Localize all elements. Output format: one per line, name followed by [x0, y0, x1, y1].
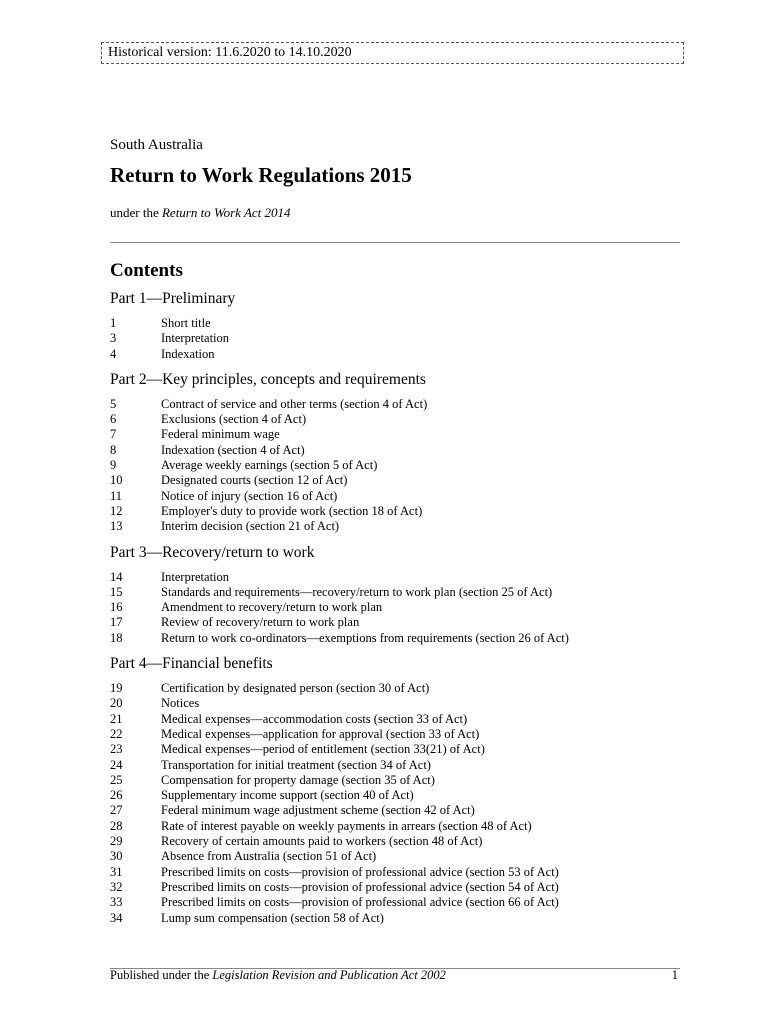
toc-entry-number: 5: [110, 396, 117, 411]
toc-entry[interactable]: [110, 504, 680, 519]
toc-entry-title: Prescribed limits on costs—provision of professional advice (section 54 of Act): [161, 879, 559, 894]
contents-heading: Contents: [110, 260, 183, 281]
toc-part-heading[interactable]: Part 2—Key principles, concepts and requirements: [110, 370, 426, 388]
enabling-act-line: [110, 205, 291, 221]
toc-entry-title: Indexation (section 4 of Act): [161, 442, 305, 457]
under-prefix: under the: [110, 205, 162, 220]
enabling-act-name: Return to Work Act 2014: [161, 205, 291, 220]
toc-entry-number: 24: [110, 757, 123, 772]
toc-entry-title: Designated courts (section 12 of Act): [161, 473, 348, 488]
toc-entry-number: 29: [110, 834, 123, 849]
toc-entry-title: Federal minimum wage adjustment scheme (section 42 of Act): [161, 803, 475, 818]
toc-entry-number: 25: [110, 772, 123, 787]
toc-entry[interactable]: [110, 834, 680, 849]
toc-entry[interactable]: [110, 347, 680, 362]
document-title: Return to Work Regulations 2015: [110, 163, 412, 187]
toc-entry[interactable]: [110, 427, 680, 442]
toc-entry-number: 30: [110, 849, 123, 864]
toc-entry-title: Interpretation: [161, 569, 230, 584]
toc-entry-number: 33: [110, 895, 123, 910]
toc-entry-number: 18: [110, 630, 123, 645]
toc-entry-number: 26: [110, 788, 123, 803]
toc-entry-title: Medical expenses—accommodation costs (section 33 of Act): [161, 711, 468, 726]
toc-entry-number: 22: [110, 726, 123, 741]
footer-publication-line: [110, 968, 446, 983]
toc-entry-title: Return to work co-ordinators—exemptions from requirements (section 26 of Act): [161, 630, 569, 645]
toc-entry-title: Indexation: [161, 346, 215, 361]
toc-entry[interactable]: [110, 865, 680, 880]
toc-entry-number: 19: [110, 681, 123, 696]
toc-entry-number: 7: [110, 427, 117, 442]
table-of-contents: [110, 289, 680, 934]
toc-part-heading[interactable]: Part 1—Preliminary: [110, 290, 236, 307]
toc-entry-number: 32: [110, 879, 123, 894]
toc-entry[interactable]: [110, 895, 680, 910]
title-divider: [110, 242, 680, 243]
toc-entry-title: Notices: [161, 696, 200, 711]
toc-entry[interactable]: [110, 458, 680, 473]
toc-entry-title: Employer's duty to provide work (section 18 of Act): [161, 503, 423, 518]
toc-entry[interactable]: [110, 773, 680, 788]
toc-entry-title: Recovery of certain amounts paid to workers (section 48 of Act): [161, 834, 483, 849]
toc-entry[interactable]: [110, 443, 680, 458]
toc-part: [110, 289, 680, 362]
toc-part: [110, 543, 680, 646]
toc-entry-number: 15: [110, 584, 123, 599]
toc-entry[interactable]: [110, 758, 680, 773]
toc-entry[interactable]: [110, 489, 680, 504]
toc-entry-title: Certification by designated person (section 30 of Act): [161, 681, 430, 696]
toc-entry-title: Medical expenses—application for approval (section 33 of Act): [161, 726, 480, 741]
toc-entry-title: Medical expenses—period of entitlement (section 33(21) of Act): [161, 742, 485, 757]
toc-entry[interactable]: [110, 880, 680, 895]
toc-entry-number: 4: [110, 346, 117, 361]
toc-entry[interactable]: [110, 473, 680, 488]
toc-entry-number: 31: [110, 864, 123, 879]
toc-entry-number: 17: [110, 615, 123, 630]
toc-part: [110, 654, 680, 926]
toc-entry-title: Contract of service and other terms (section 4 of Act): [161, 396, 428, 411]
toc-part-heading[interactable]: Part 3—Recovery/return to work: [110, 543, 315, 561]
toc-entry-title: Interpretation: [161, 331, 230, 346]
toc-entry[interactable]: [110, 519, 680, 534]
toc-entry-number: 20: [110, 696, 123, 711]
toc-entry-number: 11: [110, 488, 123, 503]
toc-entry[interactable]: [110, 570, 680, 585]
toc-entry[interactable]: [110, 803, 680, 818]
toc-entry-title: Federal minimum wage: [161, 427, 280, 442]
toc-entry[interactable]: [110, 316, 680, 331]
toc-entry-number: 28: [110, 818, 123, 833]
toc-entry[interactable]: [110, 397, 680, 412]
toc-entry[interactable]: [110, 600, 680, 615]
toc-entry[interactable]: [110, 712, 680, 727]
toc-entry[interactable]: [110, 911, 680, 926]
toc-entry-number: 14: [110, 569, 123, 584]
toc-entry-number: 12: [110, 503, 123, 518]
toc-entry-title: Transportation for initial treatment (section 34 of Act): [161, 757, 431, 772]
toc-entry[interactable]: [110, 331, 680, 346]
toc-entry[interactable]: [110, 631, 680, 646]
toc-entry-number: 21: [110, 711, 123, 726]
toc-entry-title: Interim decision (section 21 of Act): [161, 519, 340, 534]
toc-entry[interactable]: [110, 696, 680, 711]
toc-entry-title: Prescribed limits on costs—provision of professional advice (section 66 of Act): [161, 895, 559, 910]
toc-entry-title: Compensation for property damage (section 35 of Act): [161, 772, 435, 787]
toc-entry-number: 16: [110, 600, 123, 615]
toc-entry-number: 34: [110, 910, 123, 925]
toc-entry-title: Exclusions (section 4 of Act): [161, 412, 307, 427]
toc-entry-title: Short title: [161, 316, 211, 330]
footer-act-name: Legislation Revision and Publication Act 2002: [212, 968, 446, 982]
toc-entry-title: Prescribed limits on costs—provision of professional advice (section 53 of Act): [161, 864, 559, 879]
toc-entry[interactable]: [110, 681, 680, 696]
toc-entry[interactable]: [110, 585, 680, 600]
historical-version-banner: Historical version: 11.6.2020 to 14.10.2020: [101, 42, 684, 64]
toc-entry-title: Supplementary income support (section 40 of Act): [161, 788, 414, 803]
toc-entry-number: 9: [110, 458, 117, 473]
toc-part: [110, 370, 680, 535]
toc-entry-title: Review of recovery/return to work plan: [161, 615, 360, 630]
toc-entry[interactable]: [110, 788, 680, 803]
toc-entry-number: 8: [110, 442, 117, 457]
toc-entry-number: 13: [110, 519, 123, 534]
page-number: 1: [671, 968, 678, 982]
toc-entry-number: 6: [110, 412, 117, 427]
toc-entry-title: Rate of interest payable on weekly payments in arrears (section 48 of Act): [161, 818, 532, 833]
toc-entry-title: Notice of injury (section 16 of Act): [161, 488, 338, 503]
toc-entry-title: Lump sum compensation (section 58 of Act): [161, 910, 384, 925]
toc-entry-title: Average weekly earnings (section 5 of Act): [161, 458, 378, 473]
toc-entry-title: Standards and requirements—recovery/return to work plan (section 25 of Act): [161, 584, 553, 599]
toc-entry-number: 1: [110, 316, 117, 330]
toc-entry[interactable]: [110, 615, 680, 630]
toc-entry[interactable]: [110, 727, 680, 742]
toc-entry-number: 3: [110, 331, 117, 346]
toc-entry[interactable]: [110, 819, 680, 834]
footer-prefix: Published under the: [110, 968, 213, 982]
toc-entry-number: 27: [110, 803, 123, 818]
toc-entry-number: 10: [110, 473, 123, 488]
toc-entry[interactable]: [110, 412, 680, 427]
toc-entry-title: Amendment to recovery/return to work plan: [161, 600, 383, 615]
toc-entry-number: 23: [110, 742, 123, 757]
toc-entry[interactable]: [110, 742, 680, 757]
toc-entry-title: Absence from Australia (section 51 of Act): [161, 849, 377, 864]
toc-part-heading[interactable]: Part 4—Financial benefits: [110, 655, 273, 673]
toc-entry[interactable]: [110, 849, 680, 864]
jurisdiction: South Australia: [110, 137, 203, 153]
